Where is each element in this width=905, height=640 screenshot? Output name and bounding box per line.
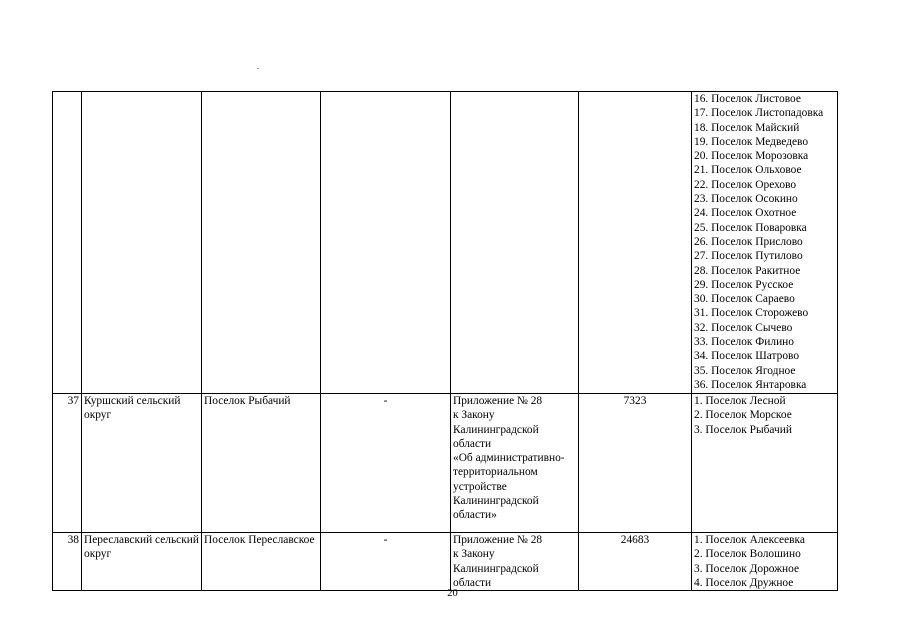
settlement-item: 28. Поселок Ракитное (694, 264, 801, 277)
district-name: Переславский сельский округ (84, 534, 199, 561)
settlement-item: 31. Поселок Сторожево (694, 307, 809, 320)
settlement-item: 17. Поселок Листопадовка (694, 107, 824, 120)
law-line: области (453, 437, 492, 450)
district-name-cell (82, 92, 202, 394)
table-row (53, 394, 838, 533)
law-line: области (453, 576, 492, 589)
settlement-item: 21. Поселок Ольховое (694, 164, 802, 177)
law-line: Приложение № 28 (453, 395, 543, 407)
settlement-item: 23. Поселок Осокино (694, 193, 798, 206)
law-line: Калининградской (453, 495, 539, 508)
table-body (53, 92, 838, 591)
settlement-item: 25. Поселок Поваровка (694, 221, 807, 234)
settlement-item: 24. Поселок Охотное (694, 207, 797, 220)
settlement-item: 33. Поселок Филино (694, 336, 794, 349)
admin-center-cell (202, 394, 321, 533)
row-number-cell (53, 394, 82, 533)
settlement-item: 1. Поселок Лесной (694, 395, 786, 407)
law-reference-cell (451, 533, 579, 591)
law-line: к Закону (453, 409, 495, 422)
settlement-item: 27. Поселок Путилово (694, 250, 803, 263)
settlement-item: 3. Поселок Дорожное (694, 562, 800, 575)
dash-cell (321, 533, 451, 591)
settlement-item: 4. Поселок Дружное (694, 576, 794, 589)
admin-center: Поселок Рыбачий (204, 395, 291, 407)
settlements-cell (692, 394, 838, 533)
settlement-item: 30. Поселок Сараево (694, 293, 795, 306)
law-line: территориальном (453, 466, 538, 479)
law-line: Калининградской (453, 562, 539, 575)
settlement-item: 16. Поселок Листовое (694, 93, 801, 105)
page-number: 20 (447, 588, 458, 599)
law-reference-cell (451, 92, 579, 394)
admin-center: Поселок Переславское (204, 534, 315, 546)
row-number: 38 (67, 534, 79, 546)
settlement-item: 36. Поселок Янтаровка (694, 378, 807, 391)
law-line: «Об административно- (453, 452, 565, 465)
settlement-item: 2. Поселок Морское (694, 409, 792, 422)
law-reference-cell (451, 394, 579, 533)
population-cell (579, 92, 692, 394)
law-line: к Закону (453, 548, 495, 561)
dash-cell (321, 394, 451, 533)
population-value: 24683 (620, 534, 650, 546)
row-number: 37 (67, 395, 79, 407)
law-line: области» (453, 509, 497, 522)
settlement-item: 3. Поселок Рыбачий (694, 423, 792, 436)
admin-center-cell (202, 533, 321, 591)
settlements-cell (692, 533, 838, 591)
table-row (53, 92, 838, 394)
settlement-item: 26. Поселок Прислово (694, 235, 803, 248)
district-name-cell (82, 533, 202, 591)
settlement-item: 2. Поселок Волошино (694, 548, 801, 561)
population-value: 7323 (623, 395, 647, 407)
table-row (53, 533, 838, 591)
settlement-item: 1. Поселок Алексеевка (694, 534, 805, 546)
settlement-item: 35. Поселок Ягодное (694, 364, 796, 377)
settlements-cell (692, 92, 838, 394)
law-line: Калининградской (453, 423, 539, 436)
district-name-cell (82, 394, 202, 533)
settlement-item: 32. Поселок Сычево (694, 321, 793, 334)
row-number-cell (53, 92, 82, 394)
settlement-item: 34. Поселок Шатрово (694, 350, 800, 363)
settlement-item: 20. Поселок Морозовка (694, 150, 809, 163)
settlement-item: 19. Поселок Медведево (694, 135, 809, 148)
row-number-cell (53, 533, 82, 591)
settlement-item: 18. Поселок Майский (694, 121, 800, 134)
law-line: Приложение № 28 (453, 534, 543, 546)
settlement-item: 29. Поселок Русское (694, 278, 794, 291)
empty-mark: - (383, 395, 388, 407)
empty-mark: - (383, 534, 388, 546)
districts-table (52, 91, 838, 591)
law-line: устройстве (453, 480, 507, 493)
dash-cell (321, 92, 451, 394)
district-name: Куршский сельский округ (84, 395, 181, 422)
population-cell (579, 394, 692, 533)
settlement-item: 22. Поселок Орехово (694, 178, 797, 191)
scan-speck (257, 68, 259, 69)
admin-center-cell (202, 92, 321, 394)
population-cell (579, 533, 692, 591)
